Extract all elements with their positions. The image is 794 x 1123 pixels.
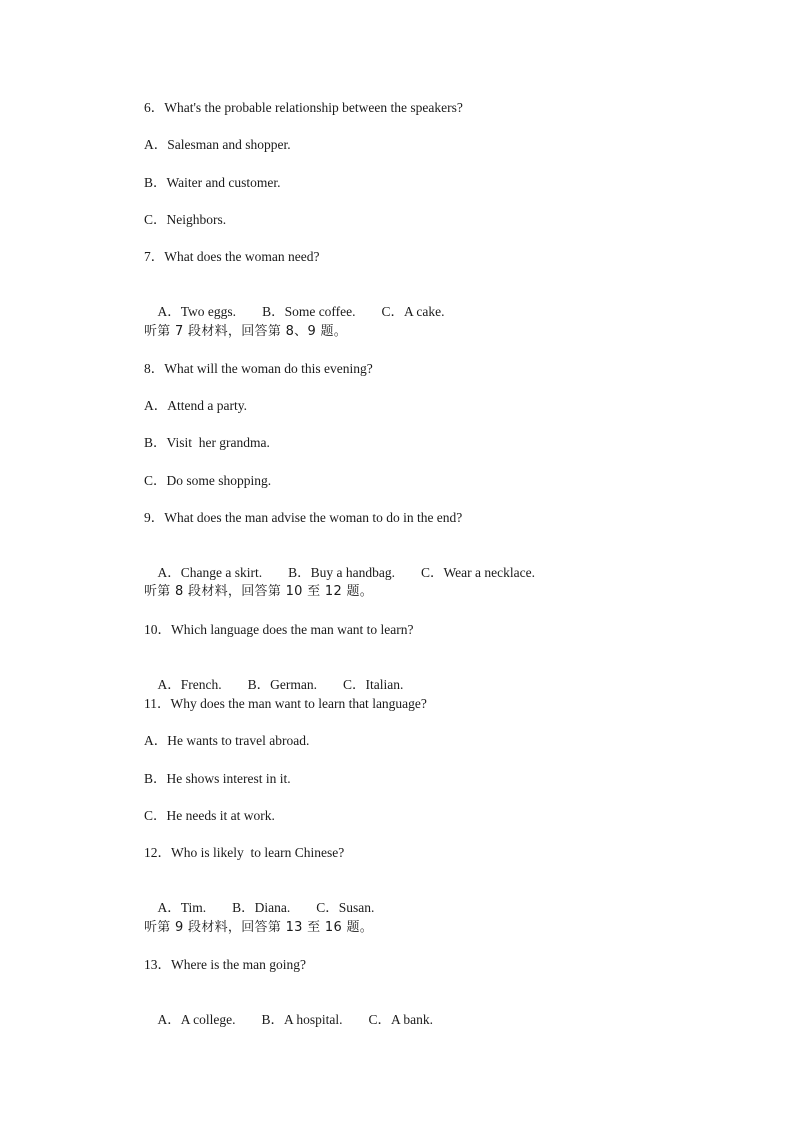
question-10-option-b: B．German. [247,677,317,692]
question-7-option-c: C．A cake. [381,304,445,319]
question-8-option-b: B．Visit her grandma. [144,435,270,450]
question-11-option-a: A．He wants to travel abroad. [144,733,310,748]
question-12: 12．Who is likely to learn Chinese? [144,845,345,860]
question-10-option-c: C．Italian. [342,677,404,692]
instruction-section-7: 听第 7 段材料，回答第 8、9 题。 [144,324,348,339]
question-6-option-a: A．Salesman and shopper. [144,137,291,152]
question-11: 11．Why does the man want to learn that language? [144,696,427,711]
question-8: 8．What will the woman do this evening? [144,361,373,376]
question-10-option-a: A．French. [157,677,222,692]
question-12-option-b: B．Diana. [232,900,291,915]
question-9-option-b: B．Buy a handbag. [288,565,395,580]
question-10: 10．Which language does the man want to learn? [144,622,414,637]
question-8-option-c: C．Do some shopping. [144,473,272,488]
question-13: 13．Where is the man going? [144,957,306,972]
question-6: 6．What's the probable relationship between the speakers? [144,100,463,115]
question-8-option-a: A．Attend a party. [144,398,247,413]
question-13-option-b: B．A hospital. [261,1012,343,1027]
question-6-option-c: C．Neighbors. [144,212,227,227]
question-12-option-a: A．Tim. [157,900,207,915]
instruction-section-9: 听第 9 段材料，回答第 13 至 16 题。 [144,920,374,935]
question-7-option-b: B．Some coffee. [262,304,356,319]
instruction-section-8: 听第 8 段材料，回答第 10 至 12 题。 [144,584,374,599]
question-7: 7．What does the woman need? [144,249,320,264]
question-13-option-a: A．A college. [157,1012,236,1027]
question-6-option-b: B．Waiter and customer. [144,175,281,190]
question-7-option-a: A．Two eggs. [157,304,237,319]
question-13-options [144,993,433,1047]
question-13-option-c: C．A bank. [368,1012,434,1027]
question-9-option-c: C．Wear a necklace. [420,565,535,580]
question-12-option-c: C．Susan. [316,900,375,915]
question-9: 9．What does the man advise the woman to do in the end? [144,510,463,525]
question-9-option-a: A．Change a skirt. [157,565,263,580]
question-11-option-c: C．He needs it at work. [144,808,275,823]
question-11-option-b: B．He shows interest in it. [144,771,291,786]
